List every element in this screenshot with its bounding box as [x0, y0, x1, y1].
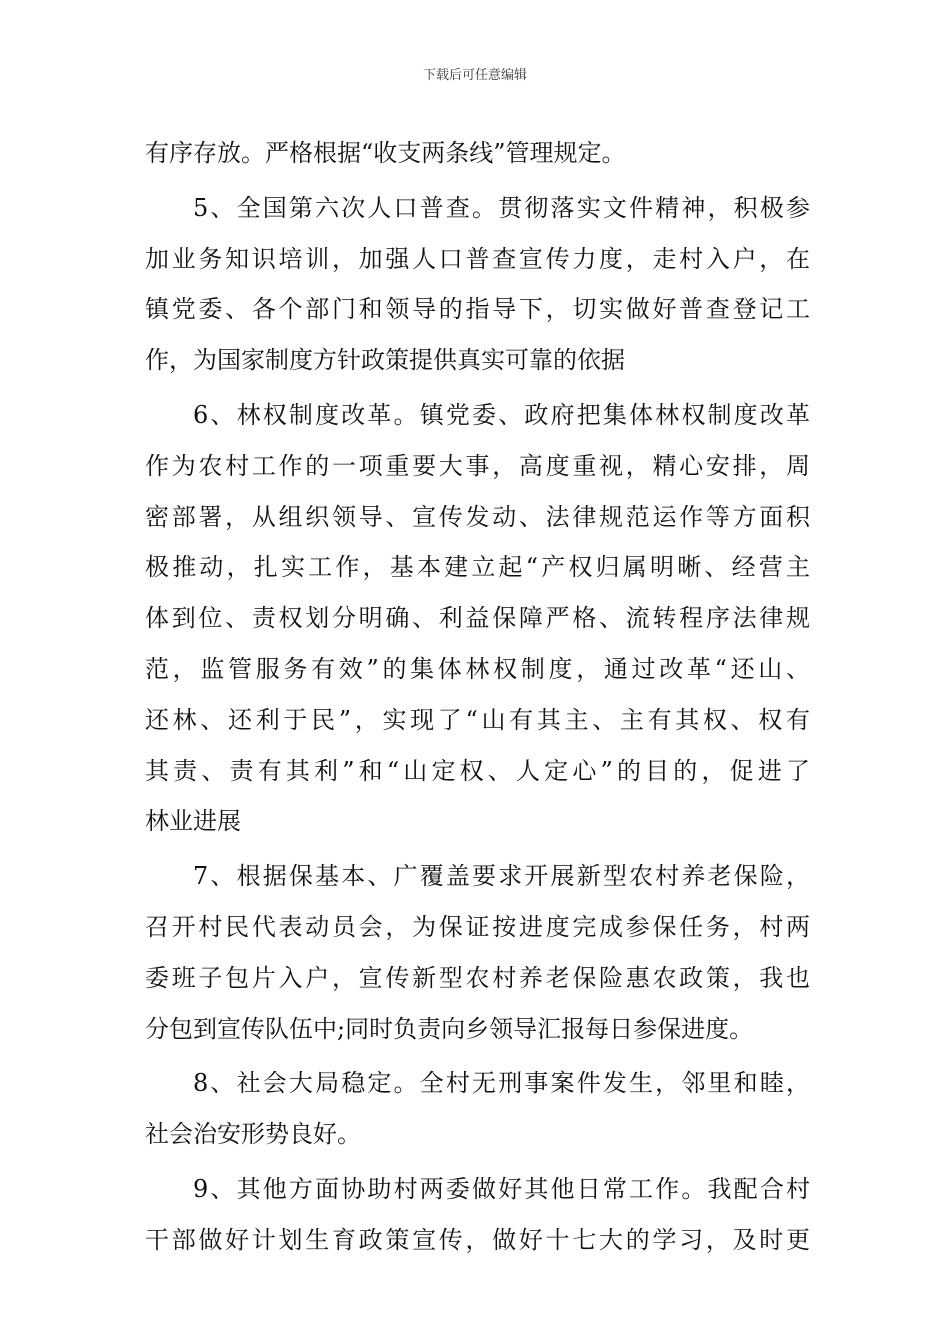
text-line: 干部做好计划生育政策宣传，做好十七大的学习，及时更	[145, 1225, 810, 1254]
text-line: 镇党委、各个部门和领导的指导下，切实做好普查登记工	[145, 295, 810, 324]
text-line: 9、其他方面协助村两委做好其他日常工作。我配合村	[193, 1174, 810, 1203]
text-line: 林业进展	[145, 807, 241, 836]
text-line: 6、林权制度改革。镇党委、政府把集体林权制度改革	[193, 400, 810, 429]
text-line: 作为农村工作的一项重要大事，高度重视，精心安排，周	[145, 451, 810, 480]
text-line: 社会治安形势良好。	[145, 1120, 361, 1149]
text-line: 5、全国第六次人口普查。贯彻落实文件精神，积极参	[193, 193, 810, 222]
text-line: 体到位、责权划分明确、利益保障严格、流转程序法律规	[145, 604, 810, 633]
text-line: 范，监管服务有效”的集体林权制度，通过改革“还山、	[145, 654, 810, 683]
paragraph-8-stability	[145, 1058, 810, 1160]
paragraph-6-forest-reform	[145, 390, 810, 847]
document-body	[145, 128, 810, 1266]
text-line: 委班子包片入户，宣传新型农村养老保险惠农政策，我也	[145, 963, 810, 992]
text-line: 召开村民代表动员会，为保证按进度完成参保任务，村两	[145, 912, 810, 941]
text-line: 7、根据保基本、广覆盖要求开展新型农村养老保险，	[193, 862, 810, 891]
text-line: 作，为国家制度方针政策提供真实可靠的依据	[145, 346, 625, 375]
paragraph-5-census	[145, 183, 810, 386]
text-line: 有序存放。严格根据“收支两条线”管理规定。	[145, 139, 626, 167]
text-line: 分包到宣传队伍中;同时负责向乡领导汇报每日参保进度。	[145, 1014, 754, 1043]
text-line: 还林、还利于民”，实现了“山有其主、主有其权、权有	[145, 705, 810, 734]
paragraph-9-other	[145, 1164, 810, 1266]
text-line: 极推动，扎实工作，基本建立起“产权归属明晰、经营主	[145, 553, 810, 582]
text-line: 密部署，从组织领导、宣传发动、法律规范运作等方面积	[145, 502, 810, 531]
text-line: 其责、责有其利”和“山定权、人定心”的目的，促进了	[145, 756, 810, 785]
paragraph-7-pension	[145, 851, 810, 1054]
text-line: 加业务知识培训，加强人口普查宣传力度，走村入户，在	[145, 244, 810, 273]
page-header: 下载后可任意编辑	[422, 68, 527, 83]
text-line: 8、社会大局稳定。全村无刑事案件发生，邻里和睦，	[193, 1069, 810, 1098]
paragraph-1	[145, 128, 810, 179]
